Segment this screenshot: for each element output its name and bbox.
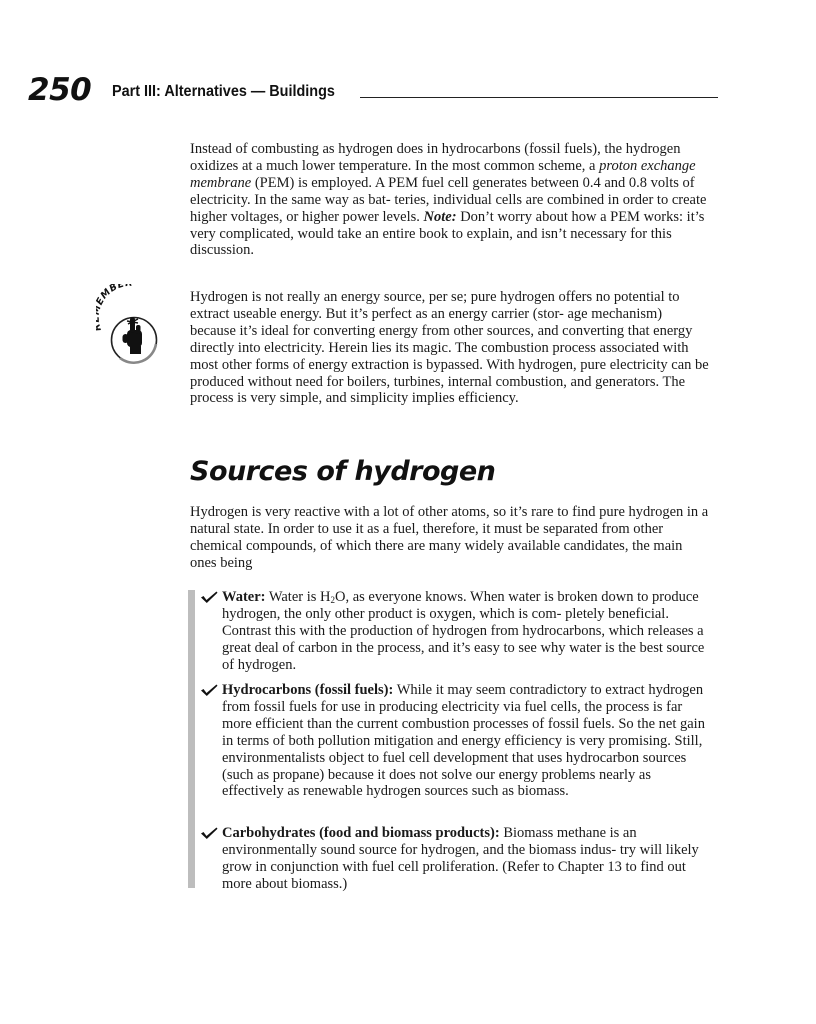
paragraph-pem-fuel-cell (190, 141, 710, 259)
water-subscript: 2 (330, 595, 335, 605)
header-rule (360, 97, 718, 98)
page-number: 250 (28, 72, 92, 108)
section-title: Sources of hydrogen (190, 456, 496, 487)
running-head: Part III: Alternatives — Buildings (112, 83, 335, 100)
hydrocarbons-text (222, 682, 710, 800)
checkmark-icon (200, 826, 218, 840)
remember-hand-icon (96, 284, 162, 370)
page-header (28, 72, 718, 108)
checkmark-icon (200, 590, 218, 604)
para1-text-a: Instead of combusting as hydrogen does in hydrocarbons (fossil fuels), the hydrogen oxidizes at a much lower temperature. In the most common scheme, a (190, 141, 681, 174)
section-intro: Hydrogen is very reactive with a lot of other atoms, so it’s rare to find pure hydrogen in a natural state. In order to use it as a fuel, therefore, it must be separated from other chemical compounds, of which there are many widely available candidates, the main ones being (190, 504, 709, 571)
checkmark-icon (200, 683, 218, 697)
note-label: Note: (423, 208, 457, 225)
para1-text-c: Don’t worry about how a PEM works: it’s very complicated, would take an entire book to explain, and isn’t necessary for this discussion. (190, 208, 705, 259)
paragraph-energy-carrier: Hydrogen is not really an energy source, per se; pure hydrogen offers no potential to extract useable energy. But it’s perfect as an energy carrier (stor- age mechanism) because it’s ideal for converting energy from other sources, and converting that energy directly into electricity. Herein lies its magic. The combustion process associated with most other forms of energy extraction is bypassed. With hydrogen, pure electricity can be produced without need for boilers, turbines, internal combustion, and generators. The process is very simple, and simplicity implies efficiency. (190, 289, 709, 407)
carbohydrates-term: Carbohydrates (food and biomass products): (222, 825, 500, 841)
pem-term: proton exchange membrane (190, 157, 696, 191)
water-text-pre: Water is H (265, 589, 331, 605)
list-item-water (200, 589, 710, 674)
carbohydrates-text (222, 825, 710, 893)
para1-text-b: (PEM) is employed. A PEM fuel cell generates between 0.4 and 0.8 volts of electricity. In the same way as bat- teries, individual cells are combined in order to create higher voltages, or higher power levels. (190, 174, 707, 225)
water-term: Water: (222, 589, 266, 605)
remember-label: MBE (98, 284, 127, 302)
hydrocarbons-term: Hydrocarbons (fossil fuels): (222, 682, 394, 698)
remember-icon (96, 284, 162, 370)
list-item-hydrocarbons (200, 682, 710, 800)
list-item-carbohydrates (200, 825, 710, 893)
water-text-post: O, as everyone knows. When water is broken down to produce hydrogen, the only other product is oxygen, which is com- pletely beneficial. Contrast this with the production of hydrogen from hydrocarbons, which releases a great deal of carbon in the process, and it’s easy to see why water is the best source of hydrogen. (222, 589, 705, 673)
hydrocarbons-body: While it may seem contradictory to extract hydrogen from fossil fuels for use in producing electricity via fuel cells, the process is far more efficient than the current combustion processes of fossil fuels. So the net gain in terms of both pollution mitigation and energy efficiency is very promising. Still, environmentalists object to fuel cell development that uses hydrocarbon sources (such as propane) because it does not solve our energy problems nearly as effectively as renewable hydrogen sources such as biomass. (222, 682, 705, 800)
water-text (222, 589, 710, 674)
list-sidebar-bar (188, 590, 195, 888)
carbohydrates-body: Biomass methane is an environmentally sound source for hydrogen, and the biomass indus- try will likely grow in conjunction with fuel cell proliferation. (Refer to Chapter 13 to find out more about biomass.) (222, 825, 699, 892)
